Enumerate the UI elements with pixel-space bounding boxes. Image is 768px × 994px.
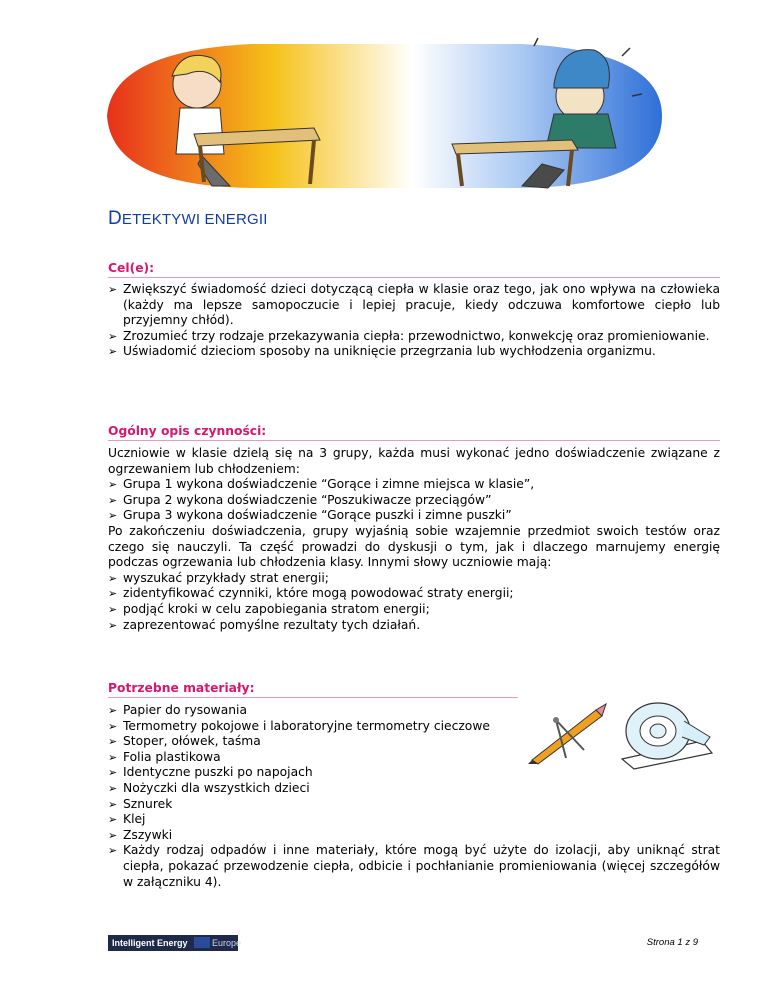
materials-list [108,703,518,843]
document-title [108,208,268,230]
overview-heading: Ogólny opis czynności: [108,424,720,441]
intelligent-energy-logo [108,935,242,951]
list-item: ➢ Stoper, ołówek, taśma [108,734,518,750]
list-item: ➢ Klej [108,812,518,828]
materials-last-list [108,843,720,890]
list-item: ➢ Grupa 2 wykona doświadczenie “Poszukiwacze przeciągów” [108,493,720,509]
materials-heading: Potrzebne materiały: [108,681,518,698]
list-item: ➢ Zszywki [108,828,518,844]
goals-list [108,282,720,360]
tasks-list [108,571,720,633]
list-item: ➢ Uświadomić dzieciom sposoby na uniknięcie przegrzania lub wychłodzenia organizmu. [108,344,720,360]
list-item: ➢ zaprezentować pomyślne rezultaty tych działań. [108,618,720,634]
title-rest: ETEKTYWI ENERGII [121,211,268,228]
overview-intro: Uczniowie w klasie dzielą się na 3 grupy, każda musi wykonać jedno doświadczenie związane z ogrzewaniem lub chłodzeniem: [108,446,720,476]
banner-illustration [102,36,668,196]
title-initial: D [108,208,122,229]
list-item: ➢ Sznurek [108,797,518,813]
list-item: ➢ Folia plastikowa [108,750,518,766]
logo-europe-text: Europe [212,938,242,948]
overview-summary: Po zakończeniu doświadczenia, grupy wyjaśnią sobie wzajemnie przedmiot swoich testów oraz czego się nauczyli. Ta część prowadzi do dyskusji o tym, jak i dlaczego marnujemy energię podczas ogrzewania lub chłodzenia klasy. Innymi słowy uczniowie mają: [108,523,720,570]
page-number: Strona 1 z 9 [646,937,698,948]
list-item: ➢ Grupa 3 wykona doświadczenie “Gorące puszki i zimne puszki” [108,508,720,524]
list-item: ➢ Zrozumieć trzy rodzaje przekazywania ciepła: przewodnictwo, konwekcję oraz promieniowanie. [108,329,720,345]
list-item: ➢ wyszukać przykłady strat energii; [108,571,720,587]
logo-text: Intelligent Energy [112,938,188,948]
pencil-compass-icon [526,700,610,766]
list-item: ➢ zidentyfikować czynniki, które mogą powodować straty energii; [108,586,720,602]
goals-heading: Cel(e): [108,261,720,278]
list-item: ➢ Grupa 1 wykona doświadczenie “Gorące i zimne miejsca w klasie”, [108,477,720,493]
list-item: ➢ Zwiększyć świadomość dzieci dotyczącą ciepła w klasie oraz tego, jak ono wpływa na człowieka (każdy ma lepsze samopoczucie i lepiej pracuje, kiedy odczuwa komfortowe ciepło lub przyjemny chłód). [108,282,720,329]
list-item: ➢ Identyczne puszki po napojach [108,765,518,781]
overview-body [108,446,720,633]
tape-dispenser-icon [612,697,716,771]
eu-flag-icon [194,937,210,948]
groups-list [108,477,720,524]
list-item: ➢ Papier do rysowania [108,703,518,719]
list-item: ➢ Każdy rodzaj odpadów i inne materiały, które mogą być użyte do izolacji, aby uniknąć strat ciepła, pokazać przewodzenie ciepła, odbicie i pochłanianie promieniowania (więcej szczegółów w załączniku 4). [108,843,720,890]
list-item: ➢ Nożyczki dla wszystkich dzieci [108,781,518,797]
list-item: ➢ podjąć kroki w celu zapobiegania stratom energii; [108,602,720,618]
list-item: ➢ Termometry pokojowe i laboratoryjne termometry cieczowe [108,719,518,735]
